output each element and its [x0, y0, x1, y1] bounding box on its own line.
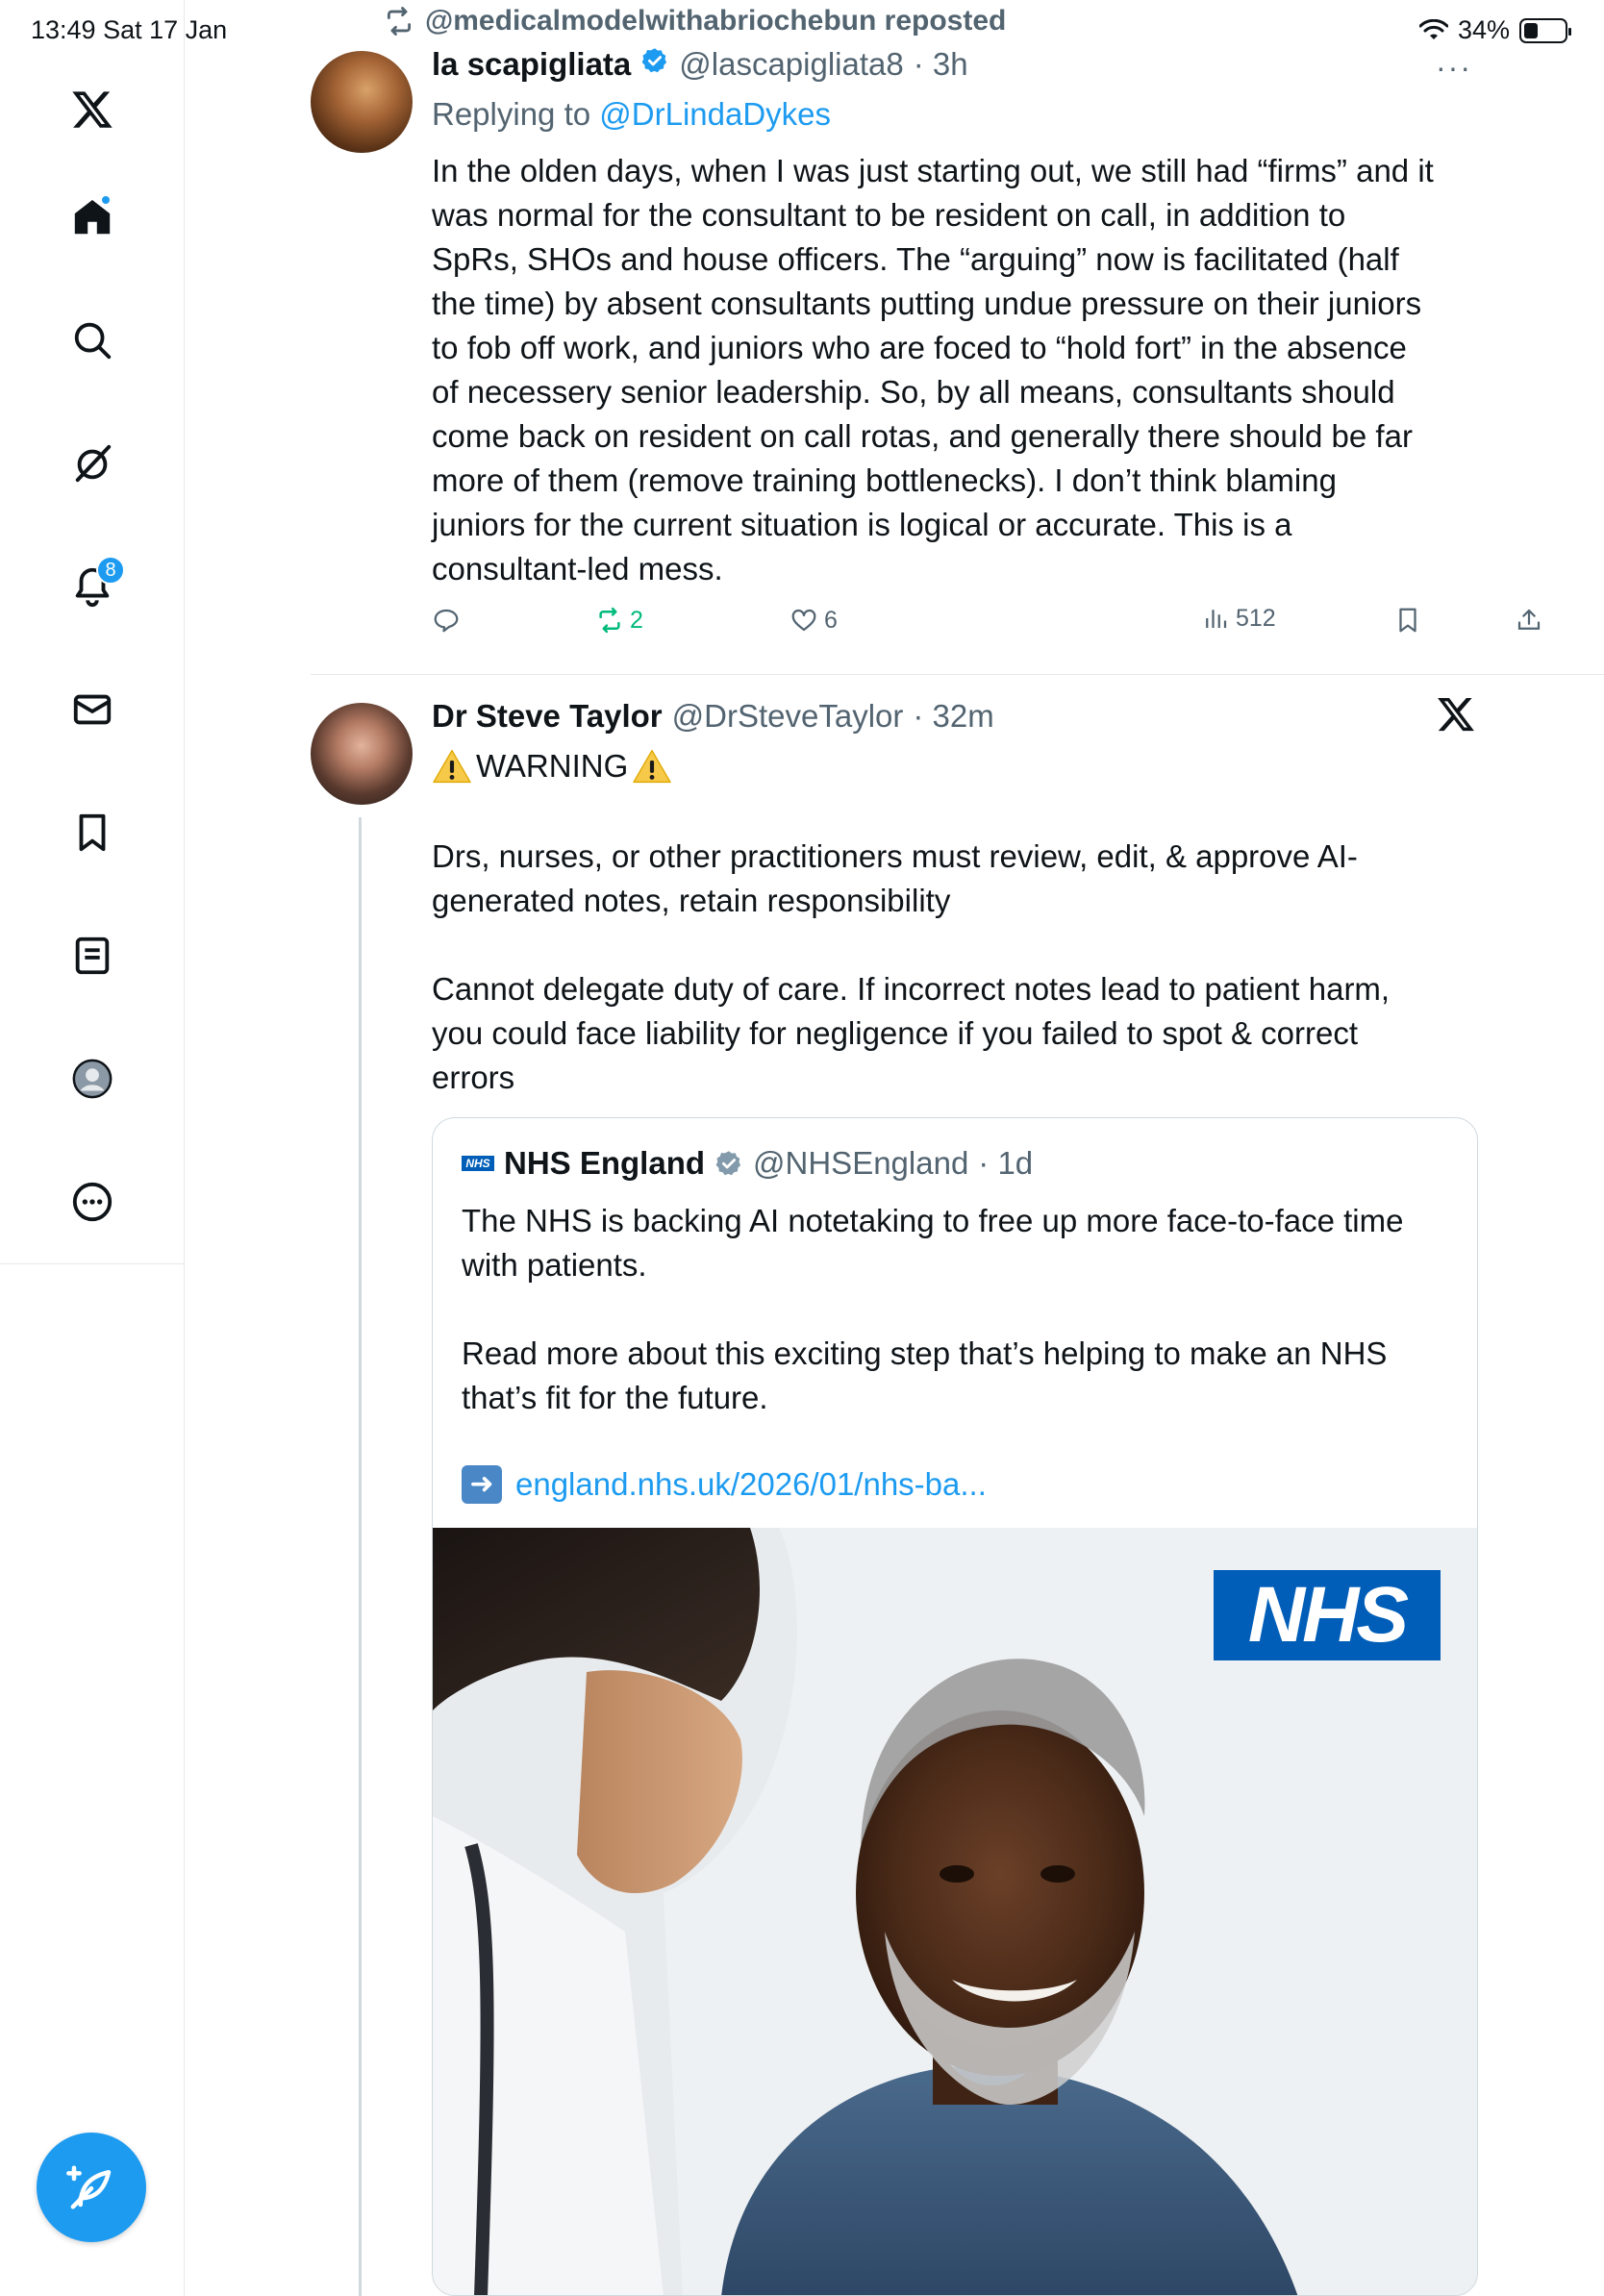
- warning-icon: [432, 748, 472, 785]
- x-logo-icon[interactable]: [62, 79, 123, 140]
- tweet-text: In the olden days, when I was just starting out, we still had “firms” and it was normal for the consultant to be resident on call, in addition to SpRs, SHOs and house officers. The “arguing” now is facilitated (half the time) by absent consultants putting undue pressure on their juniors to fob off work, and juniors who are foced to “hold fort” in the absence of necessery senior leadership. So, by all means, consultants should come back on resident on call rotas, and generally there should be far more of them (remove training bottlenecks). I don’t think blaming juniors for the current situation is logical or accurate. This is a consultant-led mess.: [432, 153, 1434, 586]
- sidebar: [0, 0, 185, 2296]
- view-count: 512: [1236, 604, 1276, 632]
- repost-icon: [383, 5, 415, 37]
- warning-line: [432, 744, 672, 788]
- repost-indicator[interactable]: [383, 5, 1006, 37]
- verified-badge-icon: [640, 46, 669, 75]
- more-icon[interactable]: [62, 1171, 123, 1233]
- nhs-avatar-logo: NHS: [462, 1156, 494, 1171]
- reply-icon: [432, 606, 461, 635]
- avatar[interactable]: [311, 51, 413, 153]
- handle[interactable]: @NHSEngland: [753, 1145, 969, 1181]
- timestamp[interactable]: · 32m: [913, 698, 994, 734]
- share-button[interactable]: [1515, 606, 1543, 635]
- tweet-header: [432, 46, 968, 83]
- grok-icon[interactable]: [62, 433, 123, 494]
- reply-button[interactable]: [432, 606, 466, 635]
- bookmark-button[interactable]: [1393, 606, 1422, 635]
- quote-image[interactable]: [433, 1528, 1478, 2296]
- replying-to-link[interactable]: @DrLindaDykes: [599, 96, 832, 132]
- like-button[interactable]: [789, 606, 838, 635]
- compose-icon: [65, 2161, 117, 2213]
- search-icon[interactable]: [62, 310, 123, 371]
- share-icon: [1515, 606, 1543, 635]
- link-text[interactable]: england.nhs.uk/2026/01/nhs-ba...: [515, 1466, 987, 1502]
- tweet-actions: [432, 606, 1538, 648]
- nhs-logo: NHS: [1214, 1570, 1441, 1660]
- battery-percent: 34%: [1457, 15, 1510, 44]
- bookmarks-icon[interactable]: [62, 802, 123, 863]
- warning-text: WARNING: [476, 748, 629, 784]
- views-icon: [1201, 604, 1230, 633]
- x-logo-icon[interactable]: [1436, 694, 1476, 735]
- avatar[interactable]: [311, 703, 413, 805]
- quote-header: [462, 1145, 1033, 1182]
- handle[interactable]: @lascapigliata8: [679, 46, 904, 82]
- thread-line: [359, 817, 362, 2296]
- tweet-text: Drs, nurses, or other practitioners must review, edit, & approve AI- generated notes, retain responsibility Cannot delegate duty of care. If incorrect notes lead to patient harm, you could face liability for negligence if you failed to spot & correct errors: [432, 838, 1391, 1095]
- quote-text: The NHS is backing AI notetaking to free up more face-to-face time with patients. Read more about this exciting step that’s helping to make an NHS that’s fit for the future.: [462, 1203, 1404, 1415]
- compose-button[interactable]: [37, 2133, 146, 2242]
- repost-button[interactable]: [595, 606, 643, 635]
- timestamp[interactable]: · 1d: [978, 1145, 1034, 1181]
- repost-count: 2: [630, 606, 643, 634]
- notifications-badge: 8: [96, 556, 125, 585]
- status-time-date: 13:49 Sat 17 Jan: [31, 15, 228, 44]
- home-unread-dot: [100, 194, 112, 206]
- heart-icon: [789, 606, 818, 635]
- display-name[interactable]: Dr Steve Taylor: [432, 698, 663, 734]
- like-count: 6: [824, 606, 838, 634]
- messages-icon[interactable]: [62, 679, 123, 740]
- display-name[interactable]: la scapigliata: [432, 46, 632, 82]
- lists-icon[interactable]: [62, 925, 123, 986]
- tweet-header: [432, 698, 994, 735]
- replying-to: [432, 96, 831, 133]
- notifications-icon[interactable]: [62, 556, 123, 617]
- timeline: [186, 0, 1604, 2296]
- tweet-divider: [311, 674, 1604, 675]
- handle[interactable]: @DrSteveTaylor: [671, 698, 904, 734]
- more-options-button[interactable]: ···: [1436, 50, 1472, 85]
- display-name[interactable]: NHS England: [504, 1145, 706, 1181]
- replying-to-label: Replying to: [432, 96, 591, 132]
- profile-icon[interactable]: [62, 1048, 123, 1110]
- right-arrow-icon: ➜: [462, 1465, 502, 1504]
- quoted-tweet[interactable]: [432, 1117, 1478, 2296]
- quote-link[interactable]: [462, 1462, 987, 1507]
- bookmark-icon: [1393, 606, 1422, 635]
- repost-label: @medicalmodelwithabriochebun reposted: [425, 5, 1007, 37]
- verified-gray-badge-icon: [714, 1149, 743, 1178]
- sidebar-divider: [0, 1263, 185, 1264]
- repost-icon: [595, 606, 624, 635]
- warning-icon: [632, 748, 672, 785]
- timestamp[interactable]: · 3h: [913, 46, 968, 82]
- home-icon[interactable]: [62, 187, 123, 248]
- views-button[interactable]: [1201, 604, 1276, 633]
